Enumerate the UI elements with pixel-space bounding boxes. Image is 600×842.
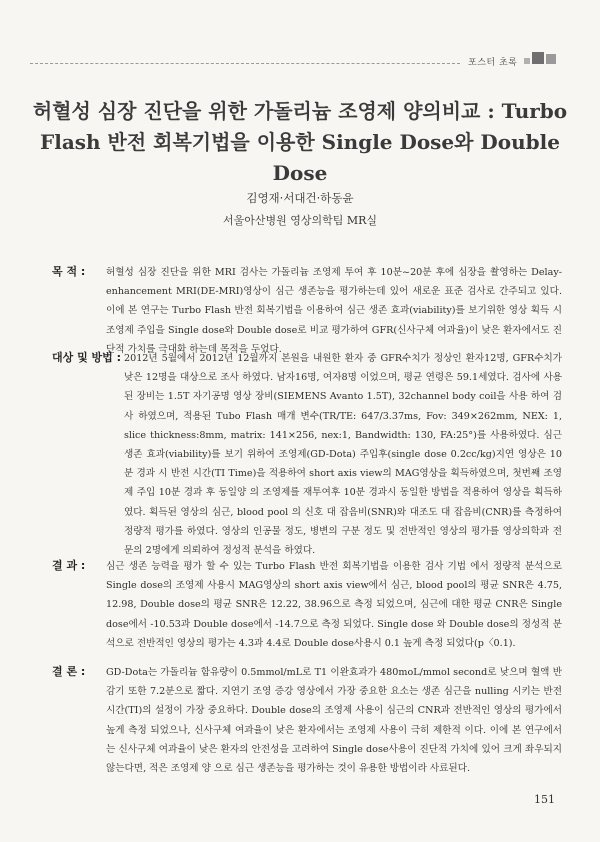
section-purpose bbox=[52, 263, 562, 359]
section-methods bbox=[52, 349, 562, 560]
section-body: GD-Dota는 가돌리늄 함유량이 0.5mmol/mL로 T1 이완효과가 480moL/mmol second로 낮으며 혈액 반감기 또한 7.2분으로 짧다. 지연기 조영 증강 영상에서 가장 중요한 요소는 생존 심근을 nulling 시키는 반전시간(TI)의 설정이 가장 중요하다. Double dose의 조영제 사용이 심근의 CNR과 전반적인 영상의 평가에서 높게 측정 되었으나, 신사구체 여과율이 낮은 환자에서는 조영제 사용이 극히 제한적 이다. 이에 본 연구에서는 신사구체 여과율이 낮은 환자의 안전성을 고려하여 Single dose사용이 진단적 가치에 있어 크게 좌우되지 않는다면, 적은 조영제 양 으로 심근 생존능을 평가하는 것이 유용한 방법이라 사료된다. bbox=[106, 667, 562, 775]
affiliation: 서울아산병원 영상의학팀 MR실 bbox=[222, 214, 378, 227]
paper-title: 허혈성 심장 진단을 위한 가돌리늄 조영제 양의비교 : Turbo Flash 반전 회복기법을 이용한 Single Dose와 Double Dose bbox=[32, 99, 568, 185]
authors: 김영재·서대건·하동윤 bbox=[246, 191, 354, 205]
section-conclusion bbox=[52, 663, 562, 778]
section-body: 2012년 5월에서 2012년 12월까지 본원을 내원한 환자 중 GFR수치가 정상인 환자12명, GFR수치가 낮은 12명을 대상으로 조사 하였다. 남자16명, 여자8명 이었으며, 평균 연령은 59.1세였다. 검사에 사용된 장비는 1.5T 자기공명 영상 장비(SIEMENS Avanto 1.5T), 32channel body coil을 사용 하여 검사 하였으며, 적용된 Tubo Flash 매개 변수(TR/TE: 647/3.37ms, Fov: 349×262mm, NEX: 1, slice thickness:8mm, matrix: 141×256, nex:1, Bandwidth: 130, FA:25°)를 사용하였다. 심근 생존 효과(viability)를 보기 위하여 조영제(GD-Dota) 주입후(single dose 0.2cc/kg)지연 영상은 10분 경과 시 반전 시간(TI Time)을 적용하여 short axis view의 MAG영상을 획득하였으며, 첫번째 조영제 주입 10분 경과 후 동일양 의 조영제를 재투여후 10분 경과시 동일한 방법을 적용하여 영상을 획득하였다. 획득된 영상의 심근, blood pool 의 신호 대 잡음비(SNR)와 대조도 대 잡음비(CNR)를 측정하여 정량적 평가를 하였다. 영상의 인공물 정도, 병변의 구분 정도 및 전반적인 영상의 평가를 영상의학과 전문의 2명에게 의뢰하여 정성적 분석을 하였다. bbox=[124, 353, 562, 557]
section-label: 결 론 : bbox=[52, 665, 86, 678]
page-number: 151 bbox=[534, 793, 555, 806]
section-label: 결 과 : bbox=[52, 559, 86, 572]
section-label: 대상 및 방법 : bbox=[52, 351, 122, 364]
section-body: 허혈성 심장 진단을 위한 MRI 검사는 가돌리늄 조영제 투여 후 10분~20분 후에 심장을 촬영하는 Delay-enhancement MRI(DE-MRI)영상이 심근 생존능을 평가하는데 있어 새로운 표준 검사로 간주되고 있다. 이에 본 연구는 Turbo Flash 반전 회복기법을 이용하여 심근 생존 효과(viability)를 보기위한 영상 획득 시 조영제 주입을 Single dose와 Double dose로 비교 평가하여 GFR(신사구체 여과율)이 낮은 환자에서도 진단적 가치를 극대화 하는데 목적을 두었다. bbox=[106, 267, 562, 355]
header-rule bbox=[30, 63, 460, 64]
section-body: 심근 생존 능력을 평가 할 수 있는 Turbo Flash 반전 회복기법을 이용한 검사 기법 에서 정량적 분석으로 Single dose의 조영제 사용시 MAG영상의 short axis view에서 심근, blood pool의 평균 SNR은 4.75, 12.98, Double dose의 평균 SNR은 12.22, 38.96으로 측정 되었으며, 심근에 대한 평균 CNR은 Single dose에서 -10.53과 Double dose에서 -14.7으로 측정 되었다. Single dose 와 Double dose의 정성적 분석으로 전반적인 영상의 평가는 4.3과 4.4로 Double dose사용시 0.1 높게 측정 되었다(p〈0.1). bbox=[106, 561, 562, 649]
section-results bbox=[52, 557, 562, 653]
section-header-label: 포스터 초록 bbox=[468, 58, 518, 68]
section-label: 목 적 : bbox=[52, 265, 86, 278]
